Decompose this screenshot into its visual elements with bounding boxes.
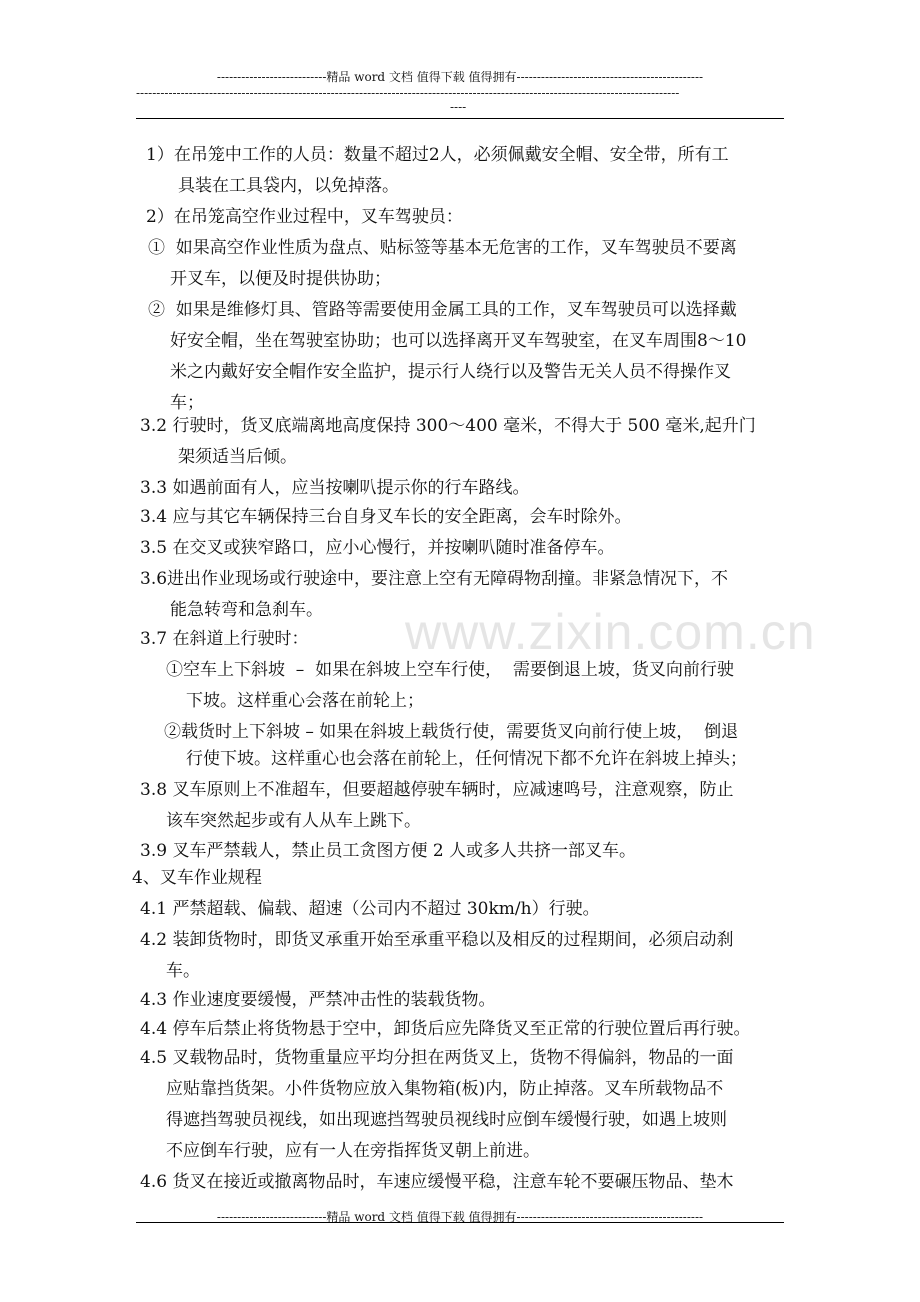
text-line: ① 如果高空作业性质为盘点、贴标签等基本无危害的工作，叉车驾驶员不要离 (148, 238, 737, 258)
text-line: 3.6进出作业现场或行驶途中，要注意上空有无障碍物刮撞。非紧急情况下，不 (140, 569, 729, 589)
text-line: 不应倒车行驶，应有一人在旁指挥货叉朝上前进。 (166, 1141, 540, 1161)
text-line: ②载货时上下斜坡 – 如果在斜坡上载货行使，需要货叉向前行使上坡， 倒退 (164, 722, 739, 742)
text-line: 3.5 在交叉或狭窄路口，应小心慢行，并按喇叭随时准备停车。 (140, 538, 615, 558)
header-rule (136, 118, 784, 119)
text-line: 好安全帽，坐在驾驶室协助；也可以选择离开叉车驾驶室，在叉车周围8～10 (170, 331, 747, 351)
text-line: 3.3 如遇前面有人，应当按喇叭提示你的行车路线。 (140, 478, 530, 498)
text-line: 该车突然起步或有人从车上跳下。 (166, 811, 421, 831)
text-line: 4.2 装卸货物时，即货叉承重开始至承重平稳以及相反的过程期间，必须启动刹 (140, 930, 734, 950)
text-line: 车； (170, 393, 204, 413)
text-line: 3.4 应与其它车辆保持三台自身叉车长的安全距离，会车时除外。 (140, 507, 632, 527)
text-line: 4.1 严禁超载、偏载、超速（公司内不超过 30km/h）行驶。 (140, 899, 600, 919)
footer-rule (136, 1222, 784, 1223)
text-line: ①空车上下斜坡 – 如果在斜坡上空车行使， 需要倒退上坡，货叉向前行驶 (166, 660, 734, 680)
text-line: 2）在吊笼高空作业过程中，叉车驾驶员： (146, 207, 463, 227)
header-dash-row: -------------------------------------------------------------------------------------------------------------------------------------- (136, 86, 680, 100)
text-line: 下坡。这样重心会落在前轮上； (186, 691, 424, 711)
watermark-text: www.zixin.com.cn (405, 604, 816, 660)
text-line: 车。 (166, 961, 200, 981)
text-line: 能急转弯和急刹车。 (170, 600, 323, 620)
header-banner: ---------------------------精品 word 文档 值得下载 值得拥有---------------------------------------------- (216, 70, 704, 84)
text-line: 4.5 叉载物品时，货物重量应平均分担在两货叉上，货物不得偏斜，物品的一面 (140, 1048, 734, 1068)
header-dash-tail: ---- (450, 100, 467, 114)
text-line: 米之内戴好安全帽作安全监护，提示行人绕行以及警告无关人员不得操作叉 (170, 362, 731, 382)
text-line: 架须适当后倾。 (178, 447, 297, 467)
footer-banner: ---------------------------精品 word 文档 值得下载 值得拥有---------------------------------------------- (216, 1210, 704, 1224)
text-line: 得遮挡驾驶员视线，如出现遮挡驾驶员视线时应倒车缓慢行驶，如遇上坡则 (166, 1110, 727, 1130)
text-line: 应贴靠挡货架。小件货物应放入集物箱(板)内，防止掉落。叉车所载物品不 (166, 1079, 724, 1099)
text-line: 3.7 在斜道上行驶时： (140, 629, 309, 649)
text-line: 4、叉车作业规程 (132, 868, 262, 888)
text-line: 行使下坡。这样重心也会落在前轮上，任何情况下都不允许在斜坡上掉头； (186, 749, 747, 769)
text-line: 4.4 停车后禁止将货物悬于空中，卸货后应先降货叉至正常的行驶位置后再行驶。 (140, 1019, 751, 1039)
text-line: ② 如果是维修灯具、管路等需要使用金属工具的工作，叉车驾驶员可以选择戴 (148, 300, 737, 320)
text-line: 3.2 行驶时，货叉底端离地高度保持 300～400 毫米，不得大于 500 毫米,起升门 (140, 416, 756, 436)
text-line: 具装在工具袋内，以免掉落。 (178, 176, 399, 196)
text-line: 1）在吊笼中工作的人员：数量不超过2人，必须佩戴安全帽、安全带，所有工 (146, 145, 729, 165)
text-line: 开叉车，以便及时提供协助； (170, 269, 391, 289)
text-line: 3.8 叉车原则上不准超车，但要超越停驶车辆时，应减速鸣号，注意观察，防止 (140, 780, 734, 800)
text-line: 3.9 叉车严禁载人，禁止员工贪图方便 2 人或多人共挤一部叉车。 (140, 841, 637, 861)
text-line: 4.6 货叉在接近或撤离物品时，车速应缓慢平稳，注意车轮不要碾压物品、垫木 (140, 1172, 734, 1192)
text-line: 4.3 作业速度要缓慢，严禁冲击性的装载货物。 (140, 990, 496, 1010)
